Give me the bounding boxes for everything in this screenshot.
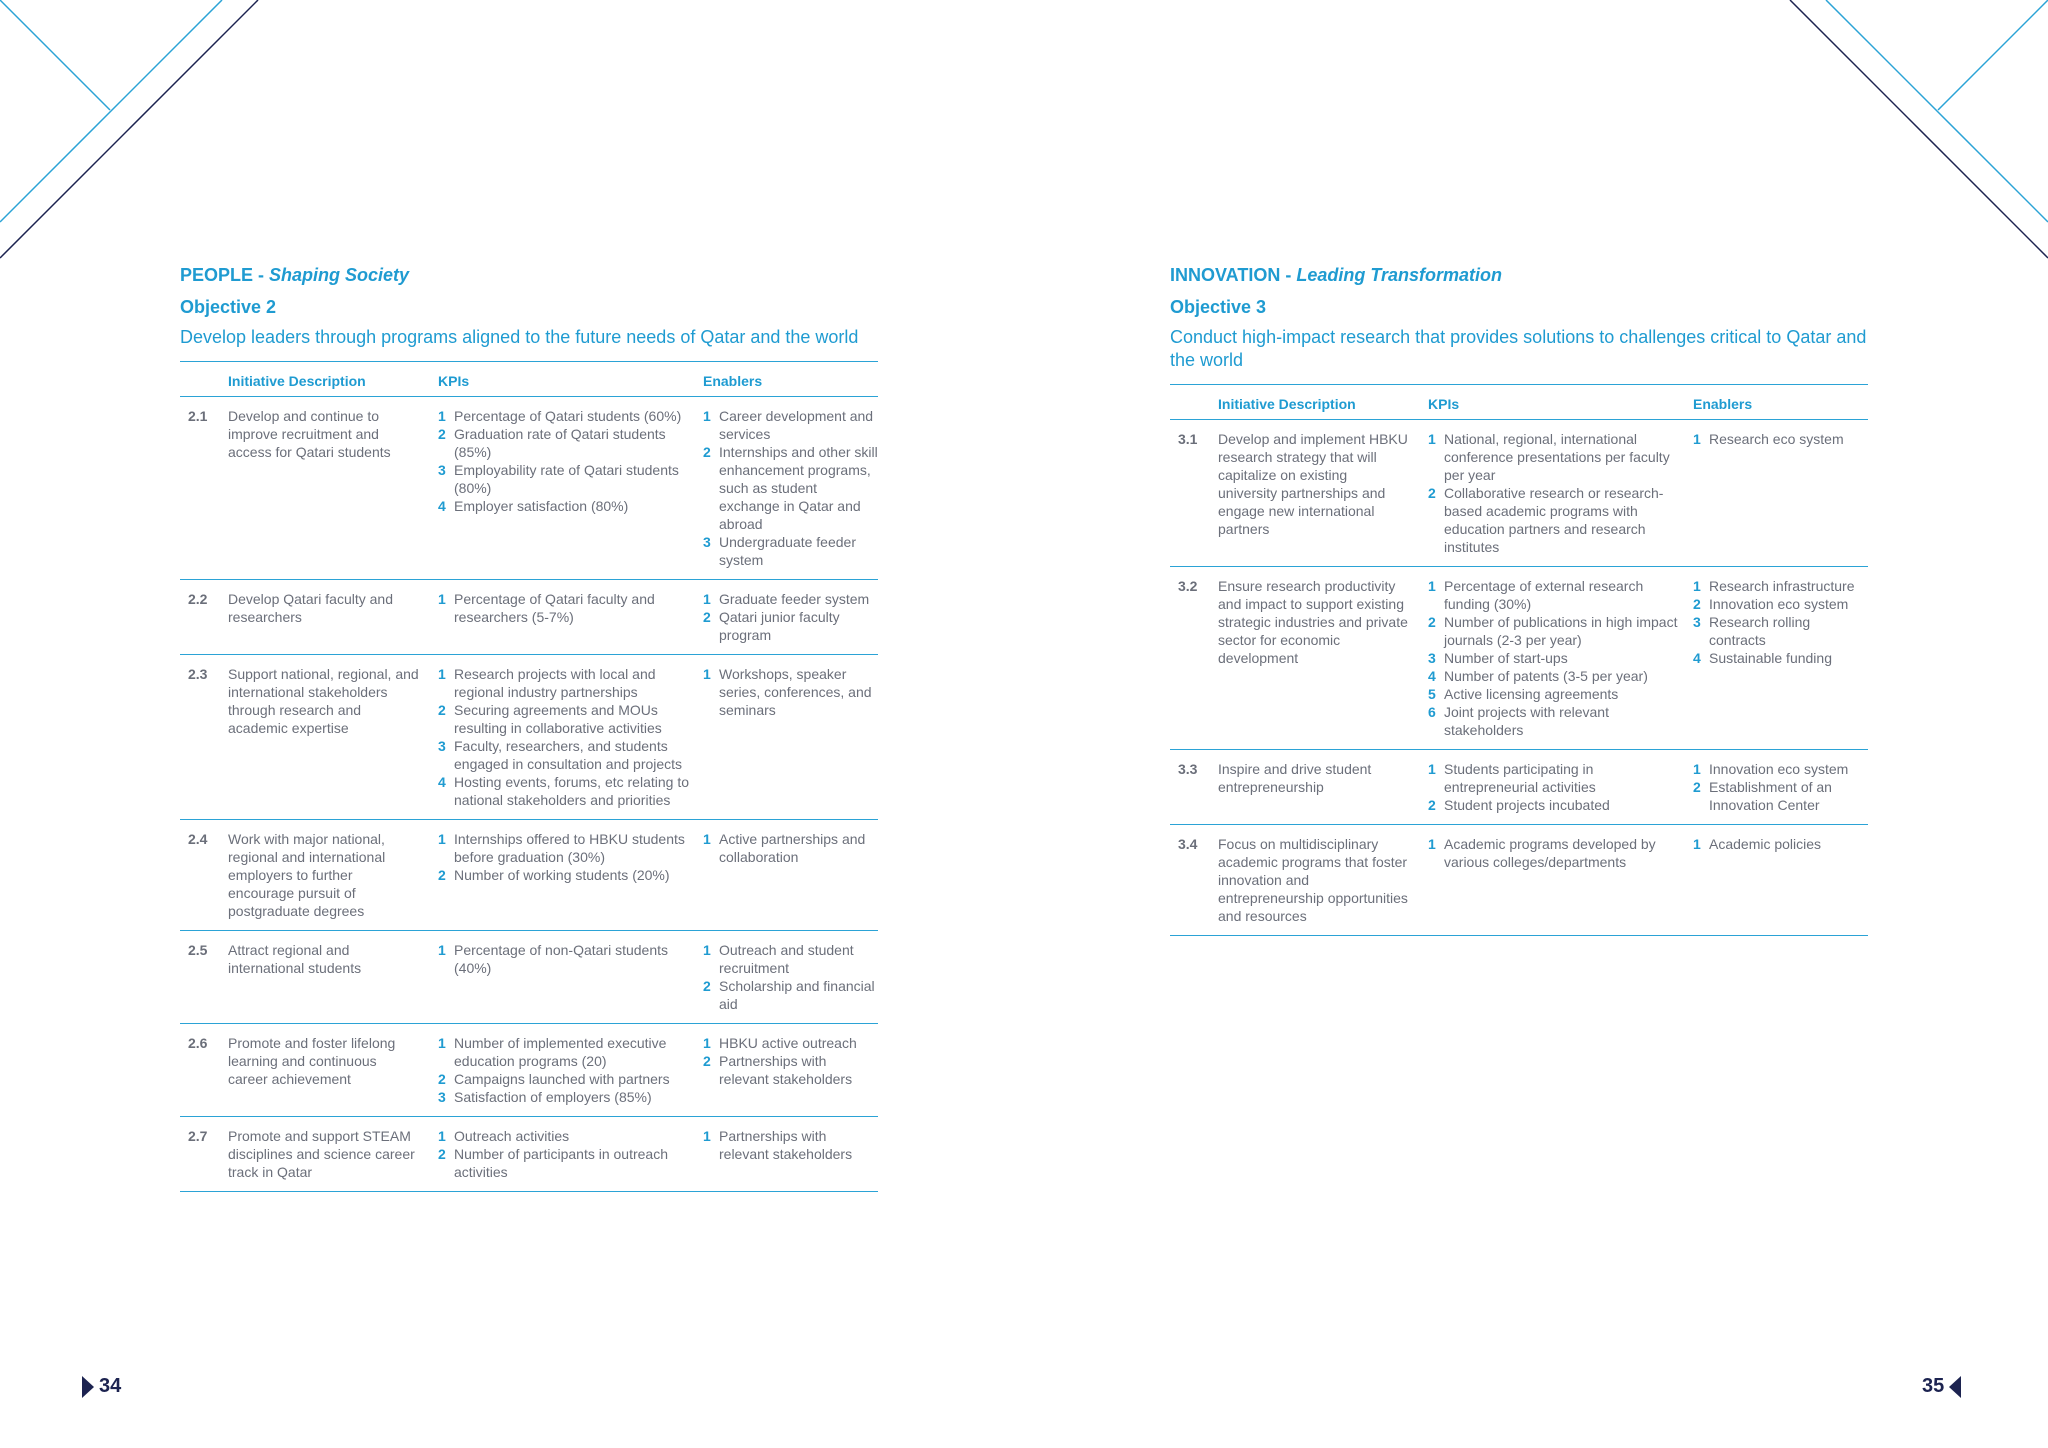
item-number: 3 xyxy=(1693,614,1701,630)
list-item xyxy=(1693,595,1868,613)
initiative-description: Develop and continue to improve recruitment and access for Qatari students xyxy=(228,397,438,580)
objective-goal: Develop leaders through programs aligned to the future needs of Qatar and the world xyxy=(180,327,859,347)
initiative-description: Focus on multidisciplinary academic programs that foster innovation and entrepreneurship opportunities and resources xyxy=(1218,825,1428,936)
item-text: Innovation eco system xyxy=(1709,596,1849,612)
item-number: 2 xyxy=(1693,596,1701,612)
pillar-name: PEOPLE - xyxy=(180,265,270,285)
list-item xyxy=(703,533,878,569)
item-number: 1 xyxy=(1693,761,1701,777)
initiative-number: 3.3 xyxy=(1170,750,1218,825)
list-item xyxy=(1428,484,1681,556)
list-item xyxy=(703,608,878,644)
item-number: 2 xyxy=(703,609,711,625)
enablers-cell xyxy=(1693,420,1868,567)
item-number: 1 xyxy=(438,1128,446,1144)
initiative-number: 2.3 xyxy=(180,655,228,820)
kpis-cell xyxy=(438,1117,703,1192)
item-number: 1 xyxy=(703,666,711,682)
item-text: Internships offered to HBKU students before graduation (30%) xyxy=(454,831,685,865)
list-item xyxy=(1693,430,1868,448)
list-item xyxy=(1428,577,1681,613)
item-text: Sustainable funding xyxy=(1709,650,1832,666)
enablers-list xyxy=(703,407,878,569)
table-row xyxy=(180,1024,878,1117)
enablers-list xyxy=(1693,577,1868,667)
item-text: National, regional, international conference presentations per faculty per year xyxy=(1444,431,1670,483)
initiative-number: 2.5 xyxy=(180,931,228,1024)
item-number: 1 xyxy=(1428,836,1436,852)
item-text: HBKU active outreach xyxy=(719,1035,857,1051)
initiative-number: 2.1 xyxy=(180,397,228,580)
item-text: Student projects incubated xyxy=(1444,797,1610,813)
item-number: 1 xyxy=(438,942,446,958)
kpis-cell xyxy=(438,820,703,931)
arrow-right-icon xyxy=(82,1376,94,1398)
item-text: Research eco system xyxy=(1709,431,1844,447)
item-number: 3 xyxy=(438,462,446,478)
initiative-description: Inspire and drive student entrepreneurship xyxy=(1218,750,1428,825)
kpis-list xyxy=(438,665,691,809)
item-number: 2 xyxy=(1428,797,1436,813)
table-row xyxy=(180,1117,878,1192)
pillar-name: INNOVATION - xyxy=(1170,265,1297,285)
page-number-left xyxy=(82,1375,121,1398)
objective-title: Objective 2 xyxy=(180,297,277,317)
item-text: Scholarship and financial aid xyxy=(719,978,875,1012)
item-number: 2 xyxy=(438,426,446,442)
list-item xyxy=(703,665,878,719)
initiative-number: 2.2 xyxy=(180,580,228,655)
enablers-list xyxy=(703,665,878,719)
item-text: Research projects with local and regional industry partnerships xyxy=(454,666,656,700)
pillar-subtitle: Shaping Society xyxy=(269,265,410,285)
item-number: 1 xyxy=(703,1035,711,1051)
item-number: 4 xyxy=(438,498,446,514)
enablers-list xyxy=(703,941,878,1013)
item-text: Outreach and student recruitment xyxy=(719,942,854,976)
initiative-number: 3.2 xyxy=(1170,567,1218,750)
table-row xyxy=(1170,825,1868,936)
table-body xyxy=(1170,420,1868,936)
list-item xyxy=(1428,760,1681,796)
initiative-description: Develop Qatari faculty and researchers xyxy=(228,580,438,655)
item-number: 6 xyxy=(1428,704,1436,720)
list-item xyxy=(1693,778,1868,814)
item-number: 2 xyxy=(1428,485,1436,501)
kpis-list xyxy=(438,1034,691,1106)
kpis-list xyxy=(1428,430,1681,556)
item-number: 2 xyxy=(703,978,711,994)
list-item xyxy=(438,701,691,737)
item-number: 1 xyxy=(1428,761,1436,777)
list-item xyxy=(703,941,878,977)
item-text: Hosting events, forums, etc relating to national stakeholders and priorities xyxy=(454,774,689,808)
item-number: 1 xyxy=(438,831,446,847)
item-number: 4 xyxy=(1693,650,1701,666)
item-text: Employer satisfaction (80%) xyxy=(454,498,629,514)
item-number: 1 xyxy=(1428,431,1436,447)
list-item xyxy=(1693,760,1868,778)
item-text: Number of publications in high impact journals (2-3 per year) xyxy=(1444,614,1678,648)
objective-title: Objective 3 xyxy=(1170,297,1267,317)
item-text: Number of patents (3-5 per year) xyxy=(1444,668,1648,684)
enablers-list xyxy=(703,1127,878,1163)
list-item xyxy=(1428,430,1681,484)
item-number: 3 xyxy=(1428,650,1436,666)
kpis-cell xyxy=(1428,825,1693,936)
table-row xyxy=(180,820,878,931)
table-row xyxy=(180,397,878,580)
item-text: Percentage of external research funding (30%) xyxy=(1444,578,1644,612)
initiative-number: 3.4 xyxy=(1170,825,1218,936)
kpis-list xyxy=(1428,835,1681,871)
kpis-list xyxy=(1428,760,1681,814)
innovation-section xyxy=(1170,262,1868,936)
item-number: 1 xyxy=(1428,578,1436,594)
item-text: Percentage of Qatari faculty and researchers (5-7%) xyxy=(454,591,655,625)
list-item xyxy=(1693,835,1868,853)
item-number: 1 xyxy=(1693,431,1701,447)
list-item xyxy=(438,1088,691,1106)
item-number: 2 xyxy=(703,444,711,460)
item-number: 2 xyxy=(1428,614,1436,630)
initiatives-table xyxy=(1170,384,1868,936)
item-text: Research rolling contracts xyxy=(1709,614,1811,648)
corner-decoration-left xyxy=(0,0,270,270)
enablers-list xyxy=(1693,835,1868,853)
kpis-cell xyxy=(438,397,703,580)
item-text: Percentage of Qatari students (60%) xyxy=(454,408,682,424)
list-item xyxy=(1693,649,1868,667)
item-text: Innovation eco system xyxy=(1709,761,1849,777)
header-kpis: KPIs xyxy=(438,362,703,397)
table-header-row xyxy=(1170,385,1868,420)
item-text: Partnerships with relevant stakeholders xyxy=(719,1053,853,1087)
list-item xyxy=(703,1127,878,1163)
kpis-cell xyxy=(1428,420,1693,567)
item-number: 1 xyxy=(438,591,446,607)
enablers-cell xyxy=(703,580,878,655)
list-item xyxy=(1428,649,1681,667)
list-item xyxy=(438,1145,691,1181)
initiative-number: 2.4 xyxy=(180,820,228,931)
item-text: Workshops, speaker series, conferences, and seminars xyxy=(719,666,872,718)
enablers-list xyxy=(1693,760,1868,814)
list-item xyxy=(703,1034,878,1052)
item-number: 1 xyxy=(703,591,711,607)
enablers-cell xyxy=(703,1117,878,1192)
table-row xyxy=(180,931,878,1024)
item-text: Number of start-ups xyxy=(1444,650,1568,666)
item-text: Internships and other skill enhancement programs, such as student exchange in Qatar and abroad xyxy=(719,444,878,532)
initiative-description: Ensure research productivity and impact to support existing strategic industries and private sector for economic development xyxy=(1218,567,1428,750)
item-number: 1 xyxy=(438,666,446,682)
enablers-list xyxy=(1693,430,1868,448)
list-item xyxy=(438,773,691,809)
item-number: 1 xyxy=(438,1035,446,1051)
list-item xyxy=(703,590,878,608)
initiative-description: Develop and implement HBKU research strategy that will capitalize on existing university partnerships and engage new international partners xyxy=(1218,420,1428,567)
list-item xyxy=(438,425,691,461)
list-item xyxy=(438,461,691,497)
list-item xyxy=(1428,796,1681,814)
header-description: Initiative Description xyxy=(228,362,438,397)
pillar-title xyxy=(1170,262,1868,288)
list-item xyxy=(1428,667,1681,685)
kpis-list xyxy=(438,407,691,515)
item-number: 1 xyxy=(703,1128,711,1144)
item-number: 3 xyxy=(703,534,711,550)
item-text: Establishment of an Innovation Center xyxy=(1709,779,1832,813)
item-text: Satisfaction of employers (85%) xyxy=(454,1089,652,1105)
table-row xyxy=(180,580,878,655)
item-number: 1 xyxy=(1693,578,1701,594)
list-item xyxy=(703,830,878,866)
initiative-description: Work with major national, regional and international employers to further encourage pursuit of postgraduate degrees xyxy=(228,820,438,931)
kpis-cell xyxy=(1428,567,1693,750)
enablers-cell xyxy=(1693,567,1868,750)
item-number: 1 xyxy=(703,831,711,847)
kpis-list xyxy=(438,1127,691,1181)
initiative-number: 2.6 xyxy=(180,1024,228,1117)
people-section xyxy=(180,262,878,1192)
list-item xyxy=(438,866,691,884)
list-item xyxy=(1693,577,1868,595)
item-text: Graduate feeder system xyxy=(719,591,870,607)
item-text: Students participating in entrepreneurial activities xyxy=(1444,761,1596,795)
item-text: Securing agreements and MOUs resulting in collaborative activities xyxy=(454,702,662,736)
item-number: 3 xyxy=(438,738,446,754)
item-text: Outreach activities xyxy=(454,1128,570,1144)
list-item xyxy=(438,737,691,773)
page-number-text: 35 xyxy=(1922,1375,1945,1397)
item-number: 2 xyxy=(1693,779,1701,795)
header-enablers: Enablers xyxy=(1693,385,1868,420)
item-text: Faculty, researchers, and students engaged in consultation and projects xyxy=(454,738,683,772)
item-number: 1 xyxy=(1693,836,1701,852)
item-text: Graduation rate of Qatari students (85%) xyxy=(454,426,666,460)
table-body xyxy=(180,397,878,1192)
corner-decoration-right xyxy=(1778,0,2048,270)
item-text: Percentage of non-Qatari students (40%) xyxy=(454,942,669,976)
kpis-list xyxy=(438,590,691,626)
enablers-cell xyxy=(703,931,878,1024)
item-text: Employability rate of Qatari students (80%) xyxy=(454,462,679,496)
kpis-cell xyxy=(438,1024,703,1117)
item-number: 5 xyxy=(1428,686,1436,702)
initiative-description: Promote and support STEAM disciplines and science career track in Qatar xyxy=(228,1117,438,1192)
enablers-list xyxy=(703,590,878,644)
list-item xyxy=(1428,685,1681,703)
item-text: Number of implemented executive education programs (20) xyxy=(454,1035,667,1069)
enablers-cell xyxy=(703,655,878,820)
list-item xyxy=(438,590,691,626)
item-text: Number of participants in outreach activities xyxy=(454,1146,668,1180)
item-number: 4 xyxy=(438,774,446,790)
item-text: Number of working students (20%) xyxy=(454,867,670,883)
kpis-list xyxy=(1428,577,1681,739)
initiative-description: Attract regional and international students xyxy=(228,931,438,1024)
item-text: Active partnerships and collaboration xyxy=(719,831,866,865)
kpis-cell xyxy=(438,655,703,820)
item-number: 2 xyxy=(438,702,446,718)
table-row xyxy=(1170,567,1868,750)
item-number: 1 xyxy=(438,408,446,424)
item-text: Undergraduate feeder system xyxy=(719,534,856,568)
list-item xyxy=(703,1052,878,1088)
table-row xyxy=(1170,420,1868,567)
kpis-cell xyxy=(438,931,703,1024)
item-text: Campaigns launched with partners xyxy=(454,1071,670,1087)
item-text: Career development and services xyxy=(719,408,874,442)
list-item xyxy=(438,497,691,515)
list-item xyxy=(438,1034,691,1070)
item-text: Partnerships with relevant stakeholders xyxy=(719,1128,853,1162)
pillar-title xyxy=(180,262,878,288)
item-text: Qatari junior faculty program xyxy=(719,609,840,643)
enablers-cell xyxy=(1693,750,1868,825)
item-text: Active licensing agreements xyxy=(1444,686,1619,702)
item-number: 2 xyxy=(438,867,446,883)
kpis-cell xyxy=(1428,750,1693,825)
list-item xyxy=(438,665,691,701)
kpis-cell xyxy=(438,580,703,655)
table-header-row xyxy=(180,362,878,397)
pillar-subtitle: Leading Transformation xyxy=(1296,265,1503,285)
list-item xyxy=(438,941,691,977)
list-item xyxy=(703,407,878,443)
table-row xyxy=(180,655,878,820)
enablers-cell xyxy=(703,397,878,580)
list-item xyxy=(1693,613,1868,649)
kpis-list xyxy=(438,941,691,977)
enablers-cell xyxy=(703,820,878,931)
item-number: 1 xyxy=(703,942,711,958)
initiative-description: Promote and foster lifelong learning and continuous career achievement xyxy=(228,1024,438,1117)
initiative-number: 2.7 xyxy=(180,1117,228,1192)
initiative-description: Support national, regional, and international stakeholders through research and academic expertise xyxy=(228,655,438,820)
page-number-right xyxy=(1922,1375,1961,1398)
item-number: 2 xyxy=(438,1146,446,1162)
item-text: Academic programs developed by various colleges/departments xyxy=(1444,836,1656,870)
list-item xyxy=(438,407,691,425)
table-row xyxy=(1170,750,1868,825)
list-item xyxy=(703,977,878,1013)
list-item xyxy=(1428,703,1681,739)
initiatives-table xyxy=(180,361,878,1192)
item-number: 2 xyxy=(438,1071,446,1087)
list-item xyxy=(1428,835,1681,871)
page-number-text: 34 xyxy=(99,1375,122,1397)
enablers-list xyxy=(703,1034,878,1088)
item-number: 4 xyxy=(1428,668,1436,684)
list-item xyxy=(703,443,878,533)
list-item xyxy=(438,1070,691,1088)
initiative-number: 3.1 xyxy=(1170,420,1218,567)
item-text: Collaborative research or research-based academic programs with education partners and research institutes xyxy=(1444,485,1664,555)
list-item xyxy=(438,830,691,866)
list-item xyxy=(1428,613,1681,649)
kpis-list xyxy=(438,830,691,884)
header-enablers: Enablers xyxy=(703,362,878,397)
item-number: 2 xyxy=(703,1053,711,1069)
enablers-cell xyxy=(1693,825,1868,936)
header-description: Initiative Description xyxy=(1218,385,1428,420)
enablers-cell xyxy=(703,1024,878,1117)
enablers-list xyxy=(703,830,878,866)
item-text: Joint projects with relevant stakeholders xyxy=(1444,704,1609,738)
list-item xyxy=(438,1127,691,1145)
header-kpis: KPIs xyxy=(1428,385,1693,420)
item-number: 3 xyxy=(438,1089,446,1105)
arrow-left-icon xyxy=(1949,1376,1961,1398)
objective-goal: Conduct high-impact research that provides solutions to challenges critical to Qatar and the world xyxy=(1170,327,1867,370)
item-text: Academic policies xyxy=(1709,836,1822,852)
item-number: 1 xyxy=(703,408,711,424)
item-text: Research infrastructure xyxy=(1709,578,1855,594)
